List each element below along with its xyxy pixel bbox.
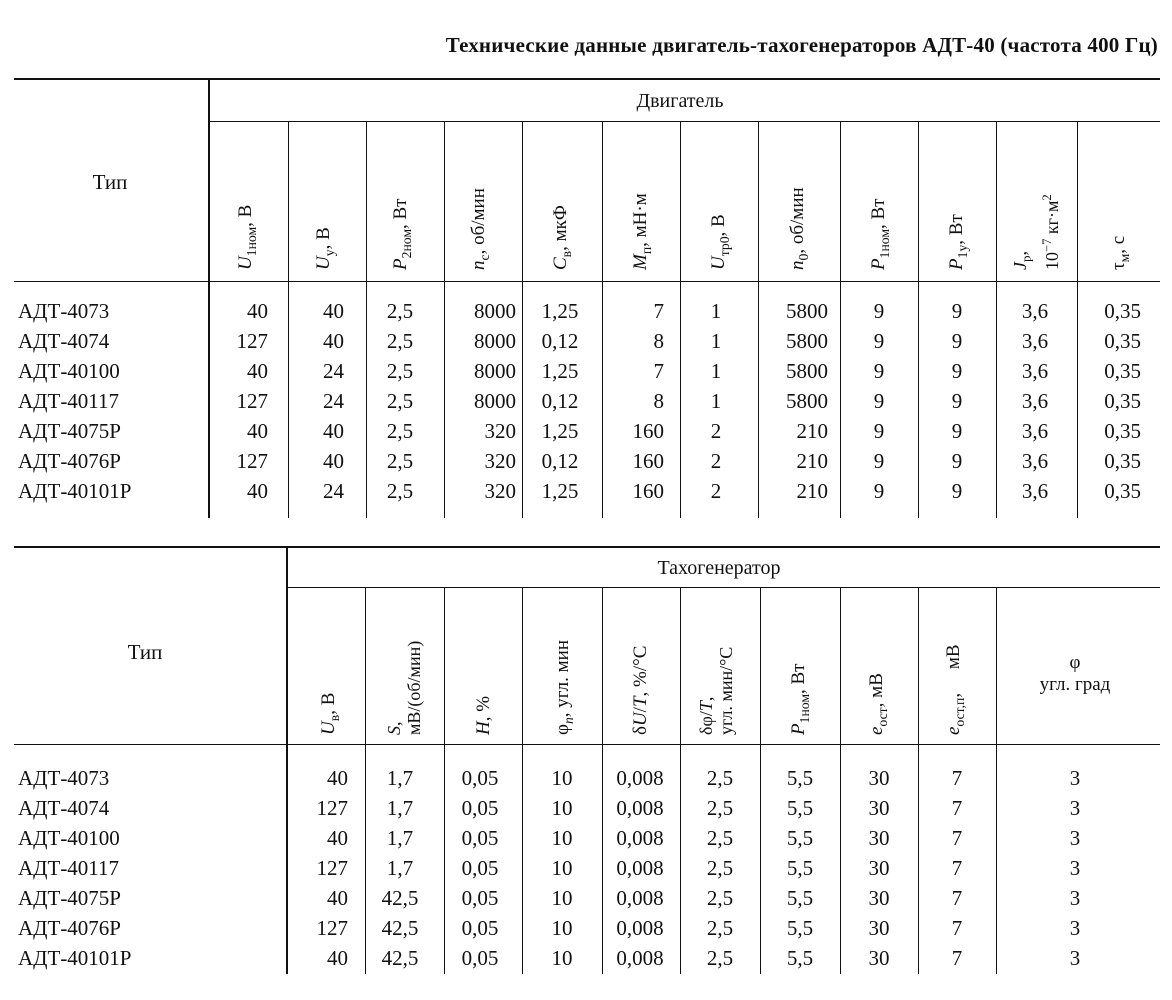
- motor-h-cv: $C_в$, мкФ: [550, 205, 574, 270]
- tacho-value-cell: 10: [551, 796, 573, 820]
- motor-value-cell: 3,6: [1021, 299, 1049, 323]
- motor-value-cell: 9: [951, 449, 963, 473]
- motor-value-cell: 9: [873, 419, 885, 443]
- motor-h-jp: $J_р$, $10^{-7}$ $кг\cdot м^2$: [1010, 194, 1062, 270]
- motor-value-cell: 0,12: [541, 449, 579, 473]
- motor-value-cell: 40: [247, 359, 268, 383]
- motor-value-cell: 0,35: [1104, 419, 1141, 443]
- tacho-value-cell: 7: [951, 946, 963, 970]
- motor-value-cell: 9: [951, 299, 963, 323]
- tacho-h-phi-unit: угл. град: [1039, 674, 1111, 695]
- tacho-value-cell: 2,5: [706, 856, 734, 880]
- tacho-column-divider: [996, 588, 997, 974]
- motor-h-u1nom: $U_{1ном}$, В: [235, 204, 259, 270]
- tacho-header-rule: [14, 744, 1160, 745]
- tacho-value-cell: 30: [868, 856, 890, 880]
- motor-value-cell: 24: [323, 389, 344, 413]
- motor-value-cell: 0,35: [1104, 449, 1141, 473]
- motor-value-cell: 5800: [786, 389, 828, 413]
- motor-type-cell: АДТ-4073: [18, 299, 110, 323]
- tacho-value-cell: 127: [316, 796, 348, 820]
- motor-value-cell: 1: [710, 389, 722, 413]
- motor-value-cell: 320: [484, 449, 516, 473]
- tacho-value-cell: 3: [1069, 916, 1081, 940]
- motor-value-cell: 40: [323, 419, 344, 443]
- motor-h-p2nom: $P_{2ном}$, Вт: [390, 198, 414, 270]
- tacho-value-cell: 5,5: [786, 826, 814, 850]
- motor-value-cell: 1,25: [541, 299, 579, 323]
- motor-type-cell: АДТ-4075Р: [18, 419, 121, 443]
- motor-value-cell: 8000: [474, 389, 516, 413]
- motor-value-cell: 160: [632, 419, 664, 443]
- motor-value-cell: 3,6: [1021, 449, 1049, 473]
- motor-type-cell: АДТ-40100: [18, 359, 120, 383]
- motor-value-cell: 210: [796, 419, 828, 443]
- motor-h-p1nom: $P_{1ном}$, Вт: [868, 198, 892, 270]
- motor-value-cell: 9: [873, 359, 885, 383]
- tacho-value-cell: 0,008: [616, 796, 664, 820]
- motor-value-cell: 5800: [786, 329, 828, 353]
- tacho-value-cell: 7: [951, 856, 963, 880]
- tacho-group-label: Тахогенератор: [657, 557, 781, 579]
- motor-value-cell: 1: [710, 359, 722, 383]
- tacho-h-phin: $\varphi_n$, угл. мин: [552, 640, 576, 735]
- tacho-value-cell: 40: [327, 766, 348, 790]
- tacho-column-divider: [365, 588, 366, 974]
- motor-h-p1y: $P_{1у}$, Вт: [946, 214, 970, 270]
- motor-type-label: Тип: [92, 170, 128, 194]
- tacho-value-cell: 30: [868, 946, 890, 970]
- motor-value-cell: 24: [323, 359, 344, 383]
- motor-value-cell: 9: [951, 479, 963, 503]
- tacho-value-cell: 42,5: [381, 946, 419, 970]
- tacho-value-cell: 10: [551, 766, 573, 790]
- motor-value-cell: 7: [653, 359, 664, 383]
- motor-value-cell: 8: [653, 389, 664, 413]
- motor-value-cell: 160: [632, 449, 664, 473]
- tacho-h-h: H, %: [473, 695, 494, 735]
- tacho-value-cell: 30: [868, 916, 890, 940]
- motor-value-cell: 0,35: [1104, 359, 1141, 383]
- tacho-value-cell: 0,05: [461, 826, 499, 850]
- tacho-column-divider: [522, 588, 523, 974]
- tacho-value-cell: 1,7: [386, 826, 414, 850]
- motor-value-cell: 9: [873, 329, 885, 353]
- motor-type-cell: АДТ-40117: [18, 389, 120, 413]
- motor-value-cell: 40: [247, 299, 268, 323]
- motor-value-cell: 2,5: [386, 479, 414, 503]
- tacho-value-cell: 3: [1069, 766, 1081, 790]
- tacho-value-cell: 3: [1069, 826, 1081, 850]
- tacho-value-cell: 40: [327, 826, 348, 850]
- tacho-h-du: δU/T, %/°С: [630, 645, 651, 735]
- motor-type-cell: АДТ-4074: [18, 329, 110, 353]
- tacho-value-cell: 0,05: [461, 946, 499, 970]
- tacho-type-cell: АДТ-40101Р: [18, 946, 132, 970]
- tacho-value-cell: 7: [951, 826, 963, 850]
- motor-value-cell: 2,5: [386, 329, 414, 353]
- tacho-value-cell: 127: [316, 916, 348, 940]
- tacho-value-cell: 0,008: [616, 886, 664, 910]
- motor-h-uy: $U_у$, В: [313, 227, 337, 270]
- motor-value-cell: 127: [236, 449, 268, 473]
- tacho-value-cell: 2,5: [706, 796, 734, 820]
- motor-value-cell: 2: [710, 479, 722, 503]
- motor-value-cell: 210: [796, 479, 828, 503]
- tacho-value-cell: 30: [868, 826, 890, 850]
- tacho-value-cell: 5,5: [786, 856, 814, 880]
- tacho-value-cell: 30: [868, 886, 890, 910]
- tacho-value-cell: 40: [327, 946, 348, 970]
- tacho-value-cell: 5,5: [786, 916, 814, 940]
- motor-h-mp: $M_п$, мН·м: [630, 193, 654, 270]
- motor-value-cell: 5800: [786, 359, 828, 383]
- motor-value-cell: 2,5: [386, 419, 414, 443]
- motor-value-cell: 9: [873, 449, 885, 473]
- tacho-column-divider: [918, 588, 919, 974]
- tacho-value-cell: 2,5: [706, 826, 734, 850]
- tacho-top-rule: [14, 546, 1160, 548]
- motor-value-cell: 3,6: [1021, 359, 1049, 383]
- tacho-h-eost: $e_{ост}$, мВ: [866, 673, 890, 735]
- motor-value-cell: 1,25: [541, 419, 579, 443]
- tacho-h-phi: [1000, 652, 1150, 696]
- tacho-h-dphi: δφ/T, угл. мин/°С: [696, 646, 736, 735]
- tacho-value-cell: 5,5: [786, 796, 814, 820]
- motor-type-cell: АДТ-4076Р: [18, 449, 121, 473]
- tacho-value-cell: 7: [951, 886, 963, 910]
- tacho-value-cell: 0,05: [461, 796, 499, 820]
- tacho-value-cell: 10: [551, 916, 573, 940]
- motor-h-nc: $n_с$, об/мин: [468, 188, 492, 270]
- motor-value-cell: 1: [710, 329, 722, 353]
- tacho-value-cell: 7: [951, 916, 963, 940]
- tacho-value-cell: 3: [1069, 946, 1081, 970]
- tacho-h-s: S, мВ/(об/мин): [384, 640, 424, 735]
- tacho-value-cell: 30: [868, 766, 890, 790]
- motor-value-cell: 40: [323, 329, 344, 353]
- motor-value-cell: 9: [951, 329, 963, 353]
- motor-value-cell: 40: [247, 419, 268, 443]
- motor-value-cell: 8: [653, 329, 664, 353]
- tacho-value-cell: 7: [951, 796, 963, 820]
- tacho-type-cell: АДТ-40100: [18, 826, 120, 850]
- motor-value-cell: 1,25: [541, 479, 579, 503]
- tacho-value-cell: 10: [551, 826, 573, 850]
- tacho-value-cell: 0,05: [461, 766, 499, 790]
- motor-value-cell: 160: [632, 479, 664, 503]
- tacho-value-cell: 127: [316, 856, 348, 880]
- tacho-value-cell: 42,5: [381, 916, 419, 940]
- motor-value-cell: 9: [873, 299, 885, 323]
- motor-group-label: Двигатель: [636, 90, 724, 112]
- motor-value-cell: 0,35: [1104, 389, 1141, 413]
- tacho-type-cell: АДТ-40117: [18, 856, 120, 880]
- tacho-value-cell: 10: [551, 886, 573, 910]
- tacho-value-cell: 2,5: [706, 946, 734, 970]
- motor-value-cell: 24: [323, 479, 344, 503]
- tacho-value-cell: 42,5: [381, 886, 419, 910]
- tacho-type-cell: АДТ-4076Р: [18, 916, 121, 940]
- motor-value-cell: 0,35: [1104, 299, 1141, 323]
- motor-value-cell: 1: [710, 299, 722, 323]
- tacho-value-cell: 0,05: [461, 916, 499, 940]
- motor-value-cell: 9: [873, 479, 885, 503]
- tacho-column-divider: [602, 588, 603, 974]
- motor-value-cell: 1,25: [541, 359, 579, 383]
- tacho-value-cell: 3: [1069, 886, 1081, 910]
- tacho-value-cell: 5,5: [786, 886, 814, 910]
- tacho-value-cell: 0,008: [616, 946, 664, 970]
- tacho-column-divider: [840, 588, 841, 974]
- tacho-value-cell: 0,008: [616, 916, 664, 940]
- tacho-value-cell: 2,5: [706, 916, 734, 940]
- motor-value-cell: 40: [323, 449, 344, 473]
- motor-value-cell: 3,6: [1021, 419, 1049, 443]
- tacho-value-cell: 30: [868, 796, 890, 820]
- motor-h-taum: $\tau_м$, с: [1108, 235, 1132, 270]
- motor-h-utr0: $U_{тр0}$, В: [708, 214, 732, 270]
- tacho-h-uv: $U_в$, В: [318, 692, 342, 735]
- motor-value-cell: 3,6: [1021, 479, 1049, 503]
- motor-value-cell: 2,5: [386, 359, 414, 383]
- motor-value-cell: 0,35: [1104, 479, 1141, 503]
- tacho-type-cell: АДТ-4074: [18, 796, 110, 820]
- tacho-value-cell: 1,7: [386, 856, 414, 880]
- motor-value-cell: 0,35: [1104, 329, 1141, 353]
- motor-value-cell: 2,5: [386, 389, 414, 413]
- tacho-value-cell: 0,05: [461, 886, 499, 910]
- tacho-type-cell: АДТ-4075Р: [18, 886, 121, 910]
- motor-value-cell: 7: [653, 299, 664, 323]
- tacho-column-divider: [680, 588, 681, 974]
- motor-value-cell: 210: [796, 449, 828, 473]
- tacho-column-divider: [760, 588, 761, 974]
- motor-value-cell: 320: [484, 419, 516, 443]
- tacho-value-cell: 1,7: [386, 796, 414, 820]
- page-title: Технические данные двигатель-тахогенераторов АДТ-40 (частота 400 Гц): [445, 33, 1158, 57]
- motor-value-cell: 5800: [786, 299, 828, 323]
- tacho-value-cell: 0,008: [616, 766, 664, 790]
- tacho-value-cell: 7: [951, 766, 963, 790]
- motor-value-cell: 2,5: [386, 299, 414, 323]
- motor-value-cell: 9: [951, 419, 963, 443]
- tacho-value-cell: 10: [551, 856, 573, 880]
- motor-h-n0: $n_0$, об/мин: [787, 187, 811, 270]
- motor-value-cell: 0,12: [541, 329, 579, 353]
- tacho-type-divider: [286, 548, 288, 974]
- tacho-h-eostp: $e_{ост,п}$, мВ: [943, 644, 967, 735]
- tacho-h-p1nom: $P_{1ном}$, Вт: [788, 663, 812, 735]
- tacho-value-cell: 3: [1069, 796, 1081, 820]
- motor-value-cell: 320: [484, 479, 516, 503]
- motor-value-cell: 8000: [474, 299, 516, 323]
- motor-value-cell: 2,5: [386, 449, 414, 473]
- motor-value-cell: 3,6: [1021, 329, 1049, 353]
- motor-value-cell: 127: [236, 389, 268, 413]
- tacho-type-cell: АДТ-4073: [18, 766, 110, 790]
- tacho-value-cell: 1,7: [386, 766, 414, 790]
- motor-value-cell: 9: [873, 389, 885, 413]
- tacho-value-cell: 2,5: [706, 766, 734, 790]
- motor-value-cell: 8000: [474, 359, 516, 383]
- tacho-group-rule: [287, 587, 1160, 588]
- motor-value-cell: 127: [236, 329, 268, 353]
- motor-value-cell: 9: [951, 359, 963, 383]
- motor-value-cell: 9: [951, 389, 963, 413]
- tacho-value-cell: 2,5: [706, 886, 734, 910]
- tacho-value-cell: 0,05: [461, 856, 499, 880]
- motor-value-cell: 40: [247, 479, 268, 503]
- motor-value-cell: 3,6: [1021, 389, 1049, 413]
- motor-value-cell: 8000: [474, 329, 516, 353]
- motor-value-cell: 2: [710, 419, 722, 443]
- tacho-column-divider: [444, 588, 445, 974]
- tacho-value-cell: 10: [551, 946, 573, 970]
- tacho-value-cell: 5,5: [786, 766, 814, 790]
- motor-value-cell: 2: [710, 449, 722, 473]
- tacho-value-cell: 40: [327, 886, 348, 910]
- tacho-value-cell: 3: [1069, 856, 1081, 880]
- motor-value-cell: 40: [323, 299, 344, 323]
- tacho-value-cell: 5,5: [786, 946, 814, 970]
- motor-type-cell: АДТ-40101Р: [18, 479, 132, 503]
- tacho-h-phi-symbol: φ: [1069, 652, 1081, 673]
- tacho-value-cell: 0,008: [616, 826, 664, 850]
- tacho-value-cell: 0,008: [616, 856, 664, 880]
- motor-value-cell: 0,12: [541, 389, 579, 413]
- tacho-type-label: Тип: [127, 640, 163, 664]
